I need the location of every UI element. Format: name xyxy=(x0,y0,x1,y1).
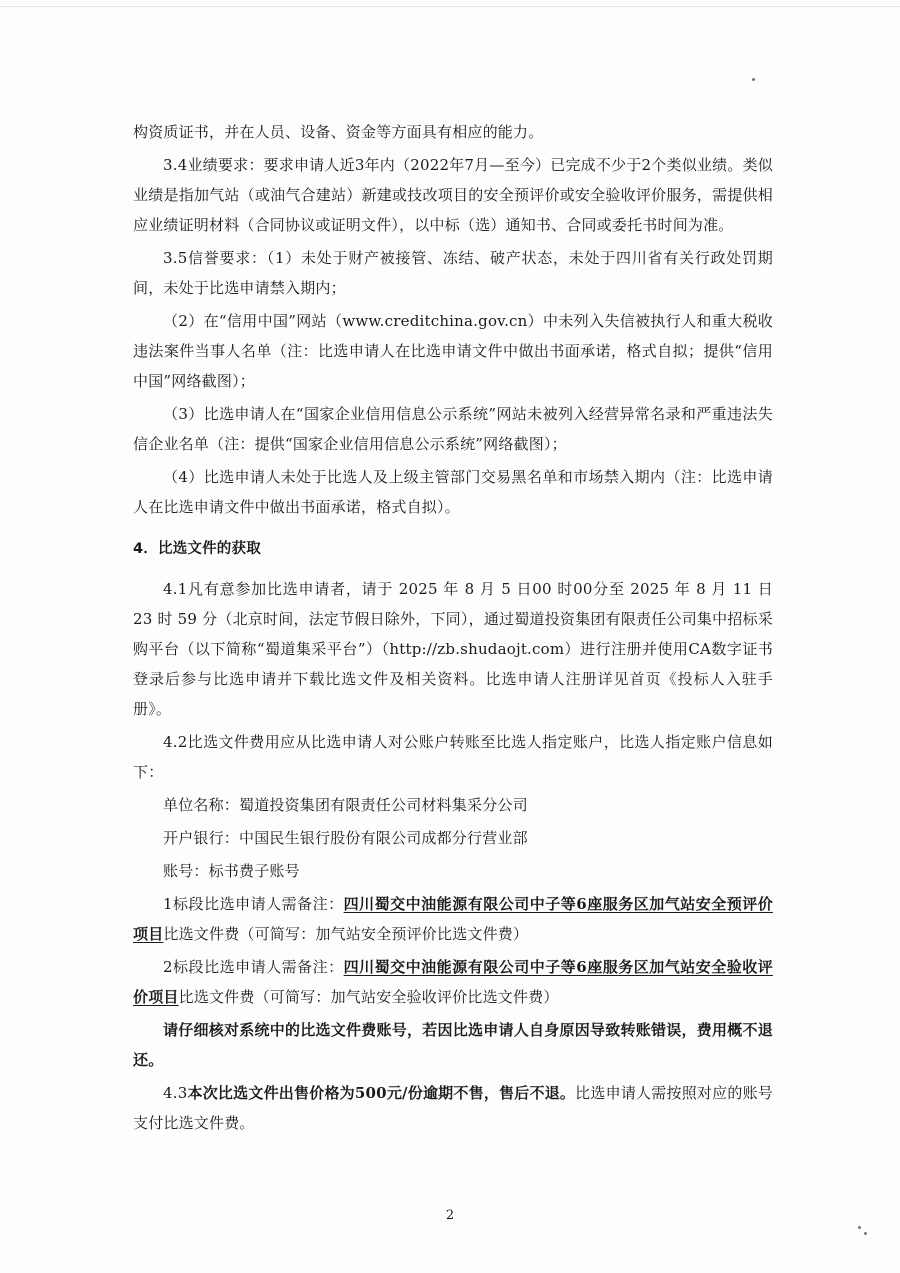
account-unit-name: 单位名称：蜀道投资集团有限责任公司材料集采分公司 xyxy=(163,796,528,814)
paragraph-4-2: 4.2比选文件费用应从比选申请人对公账户转账至比选人指定账户，比选人指定账户信息如下： xyxy=(133,733,773,781)
scan-edge-top xyxy=(0,6,900,7)
lot2-suffix: 比选文件费（可简写：加气站安全验收评价比选文件费） xyxy=(178,988,559,1006)
account-number: 账号：标书费子账号 xyxy=(163,862,300,880)
scan-speck xyxy=(858,1226,861,1229)
lot1-project-name: 四川蜀交中油能源有限公司中子等6座服务区加气站安全预评价项目 xyxy=(133,895,773,943)
lot1-remark xyxy=(133,889,773,949)
paragraph-credit-requirement-2: （2）在“信用中国”网站（www.creditchina.gov.cn）中未列入失信被执行人和重大税收违法案件当事人名单（注：比选申请人在比选申请文件中做出书面承诺，格式自拟；提供“信用中国”网络截图）； xyxy=(133,312,773,390)
lot2-project-name: 四川蜀交中油能源有限公司中子等6座服务区加气站安全验收评价项目 xyxy=(133,958,773,1006)
p43-price-statement: 本次比选文件出售价格为500元/份逾期不售，售后不退。 xyxy=(187,1084,576,1102)
paragraph-credit-requirement-1: 3.5信誉要求：（1）未处于财产被接管、冻结、破产状态，未处于四川省有关行政处罚期间，未处于比选申请禁入期内； xyxy=(133,249,773,297)
page-number: 2 xyxy=(445,1208,455,1223)
scan-speck xyxy=(752,78,755,81)
paragraph-4-3 xyxy=(133,1078,773,1138)
lot2-prefix: 2标段比选申请人需备注： xyxy=(163,958,344,976)
p43-prefix: 4.3 xyxy=(163,1084,188,1102)
paragraph-credit-requirement-4: （4）比选申请人未处于比选人及上级主管部门交易黑名单和市场禁入期内（注：比选申请人在比选申请文件中做出书面承诺，格式自拟）。 xyxy=(133,468,773,516)
lot2-remark xyxy=(133,952,773,1012)
section-heading: 4．比选文件的获取 xyxy=(133,541,261,557)
scan-speck xyxy=(864,1232,867,1235)
paragraph-4-1: 4.1凡有意参加比选申请者，请于 2025 年 8 月 5 日00 时00分至 2025 年 8 月 11 日 23 时 59 分（北京时间，法定节假日除外，下同），通过蜀道投资集团有限责任公司集中招标采购平台（以下简称“蜀道集采平台”）（http://zb.shudaojt.com）进行注册并使用CA数字证书登录后参与比选申请并下载比选文件及相关资料。比选申请人注册详见首页《投标人入驻手册》。 xyxy=(133,580,773,718)
p43-suffix: 比选申请人需按照对应的账号支付比选文件费。 xyxy=(133,1084,773,1132)
transfer-warning: 请仔细核对系统中的比选文件费账号，若因比选申请人自身原因导致转账错误，费用概不退还。 xyxy=(133,1021,773,1069)
lot1-suffix: 比选文件费（可简写：加气站安全预评价比选文件费） xyxy=(163,925,529,943)
paragraph-qualification-end: 构资质证书，并在人员、设备、资金等方面具有相应的能力。 xyxy=(133,123,544,141)
document-body xyxy=(133,117,773,1141)
paragraph-performance-requirement: 3.4业绩要求：要求申请人近3年内（2022年7月—至今）已完成不少于2个类似业绩。类似业绩是指加气站（或油气合建站）新建或技改项目的安全预评价或安全验收评价服务，需提供相应业绩证明材料（合同协议或证明文件），以中标（选）通知书、合同或委托书时间为准。 xyxy=(133,156,773,234)
account-bank: 开户银行：中国民生银行股份有限公司成都分行营业部 xyxy=(163,829,528,847)
paragraph-credit-requirement-3: （3）比选申请人在“国家企业信用信息公示系统”网站未被列入经营异常名录和严重违法失信企业名单（注：提供“国家企业信用信息公示系统”网络截图）； xyxy=(133,405,773,453)
lot1-prefix: 1标段比选申请人需备注： xyxy=(163,895,344,913)
